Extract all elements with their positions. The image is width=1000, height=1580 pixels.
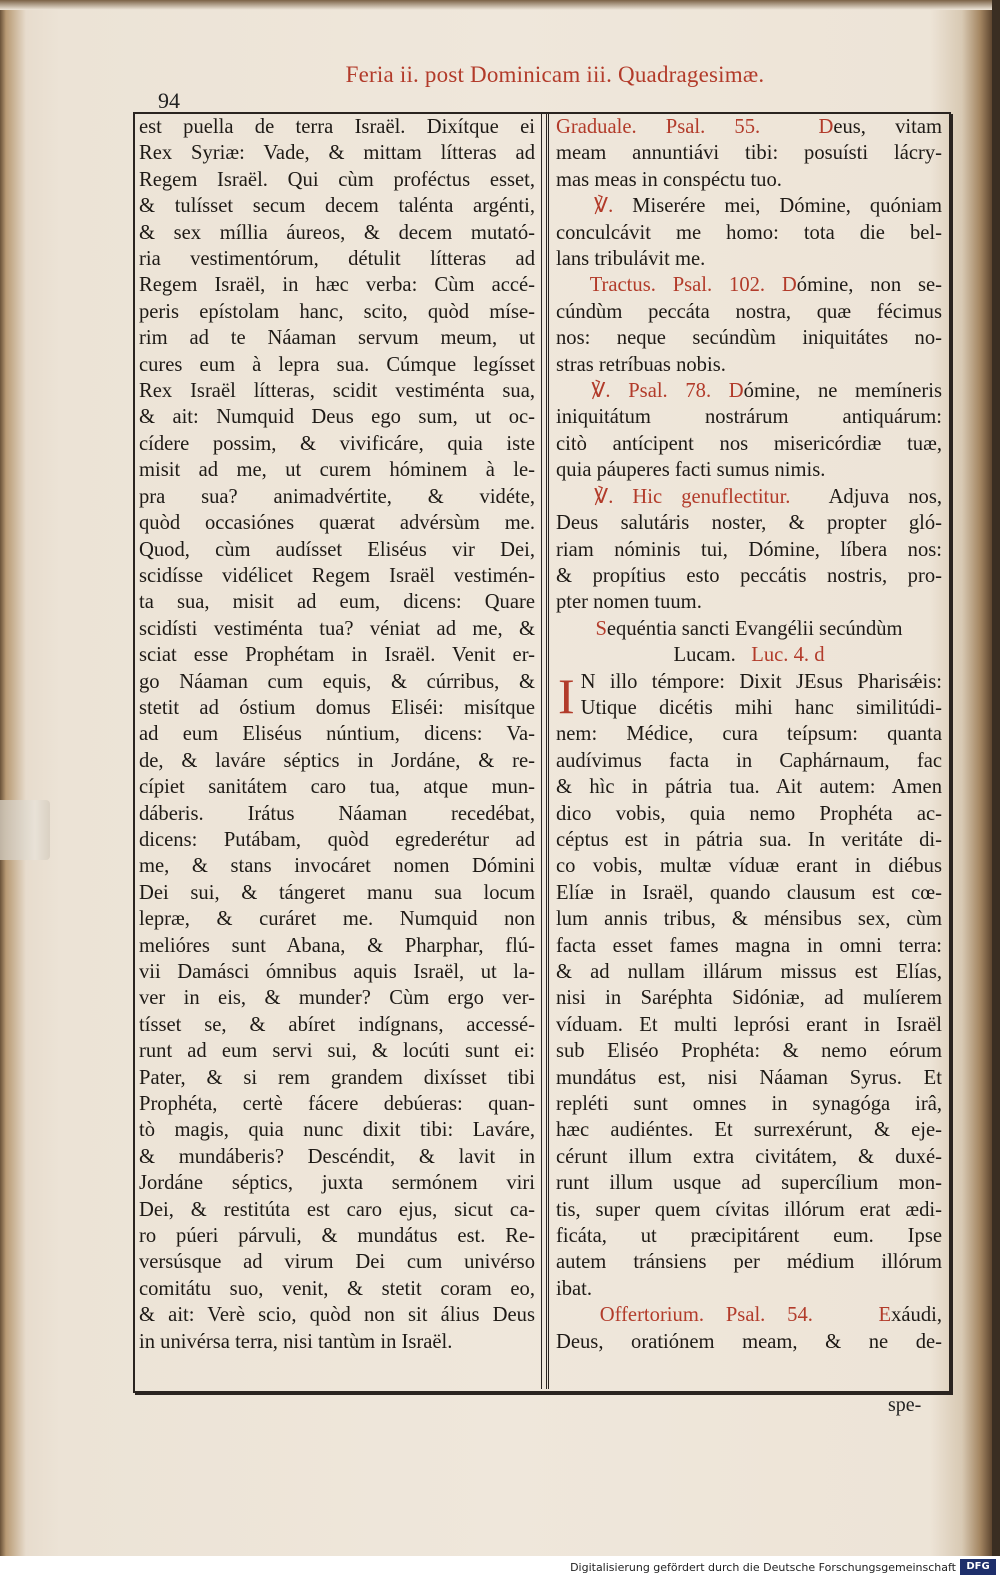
text-line: Rex Israël lítteras, scidit vestiménta sua, (139, 380, 535, 403)
gospel-heading (556, 616, 942, 642)
catchword: spe- (888, 1394, 922, 1416)
gospel-dropcap: I (558, 667, 575, 724)
gospel-line: céptus est in pátria sua. In veritáte di- (556, 828, 942, 851)
text-line: dáberis. Irátus Náaman recedébat, (139, 802, 535, 825)
gospel-line: N illo témpore: Dixit JEsus Pharisǽis: (580, 670, 942, 693)
text-line: ad eum Eliséus núntium, dicens: Va- (139, 723, 535, 746)
text-line: rim ad te Náaman servum meum, ut (139, 327, 535, 350)
versicle-initial: D (728, 380, 744, 403)
versicle-line: lans tribulávit me. (556, 248, 706, 271)
versicle-line: citò antícipent nos misericórdiæ tuæ, (556, 432, 942, 455)
tractus-line: nos: neque secúndùm iniquitátes no- (556, 327, 942, 350)
gospel-line: nem: Médice, cura teípsum: quanta (556, 723, 942, 746)
gospel-line: & ad nullam illárum missus est Elías, (556, 961, 942, 983)
gospel-line: autem tránsiens per médium illórum (556, 1251, 942, 1274)
text-line: quòd occasiónes quærat advérsùm me. (139, 512, 535, 535)
text-line: me, & stans invocáret nomen Dómini (139, 855, 535, 878)
column-rule-inner (548, 112, 549, 1389)
versicle-label: ℣. Psal. 78. (591, 380, 712, 403)
tractus-label: Tractus. Psal. 102. (589, 274, 766, 297)
text-line: scidísse vidélicet Regem Israël vestimén- (139, 564, 535, 587)
text-line: est puella de terra Israël. Dixítque ei (139, 116, 535, 138)
gospel-line: nisi in Saréphta Sidóniæ, ad mulíerem (556, 987, 942, 1010)
text-line: versúsque ad virum Dei cum univérso (139, 1251, 535, 1274)
text-line: cípiet sanitátem caro tua, atque mun- (139, 776, 535, 799)
versicle-line: pter nomen tuum. (556, 591, 702, 614)
tractus-text: ómine, non se- (796, 274, 942, 297)
tractus-heading (556, 272, 942, 298)
text-line: & sex míllia áureos, & decem mutató- (139, 221, 535, 244)
page-number: 94 (158, 88, 180, 113)
versicle-line: riam nóminis tui, Dómine, líbera nos: (556, 538, 942, 561)
versicle-line: & propítius esto peccátis nostris, pro- (556, 564, 942, 587)
bookmark-ribbon (0, 800, 50, 860)
text-line: sciat esse Prophétam in Israël. Venit er- (139, 644, 535, 667)
text-line: cures eum à lepra sua. Cúmque legísset (139, 353, 535, 376)
text-line: Dei sui, & tángeret manu sua locum (139, 881, 535, 904)
gospel-line: repléti sunt omnes in synagóga irâ, (556, 1093, 942, 1116)
gospel-line: cérunt illum extra civitátem, & duxé- (556, 1145, 942, 1168)
offertorium-text: xáudi, (891, 1304, 942, 1327)
graduale-label: Graduale. Psal. 55. (556, 116, 761, 138)
page-top-edge (0, 0, 992, 10)
left-column (139, 114, 535, 1355)
digitization-footer (0, 1556, 1000, 1580)
text-line: ria vestimentórum, détulit lítteras ad (139, 248, 535, 271)
versicle-line (556, 193, 942, 219)
right-column (556, 114, 942, 1355)
graduale-line: meam annuntiávi tibi: posuísti lácry- (556, 142, 942, 165)
text-line: dicens: Putábam, quòd egrederétur ad (139, 828, 535, 851)
gospel-line: lum annis tribus, & ménsibus sex, cùm (556, 908, 942, 931)
tractus-initial: D (781, 274, 797, 297)
text-line: & ait: Numquid Deus ego sum, ut oc- (139, 406, 535, 429)
versicle-mark: ℣. (593, 195, 614, 218)
graduale-line: eus, vitam (833, 116, 942, 138)
footer-credit: Digitalisierung gefördert durch die Deutsche Forschungsgemeinschaft (570, 1561, 956, 1574)
text-line: Prophéta, certè fácere debúeras: quan- (139, 1093, 535, 1116)
versicle-line (556, 484, 942, 510)
text-line: in univérsa terra, nisi tantùm in Israël. (139, 1330, 453, 1353)
gospel-line: facta esset fames magna in omni terra: (556, 934, 942, 957)
gospel-lines (556, 669, 942, 1303)
text-line: vii Damásci ómnibus aquis Israël, ut la- (139, 961, 535, 983)
text-line: de, & laváre séptics in Jordáne, & re- (139, 749, 535, 772)
text-line: & tulísset secum decem talénta argénti, (139, 195, 535, 218)
graduale-heading (556, 114, 942, 140)
gospel-line: mundátus est, nisi Náaman Syrus. Et (556, 1066, 942, 1089)
column-rule (541, 112, 542, 1389)
text-line: runt ad eum servi sui, & locúti sunt ei: (139, 1040, 535, 1063)
text-line: peris epístolam hanc, scito, quòd míse- (139, 300, 535, 323)
graduale-line: mas meas in conspéctu tuo. (556, 168, 782, 191)
gospel-heading-line2 (556, 642, 942, 668)
text-line: comitátu suo, venit, & stetit coram eo, (139, 1277, 535, 1300)
gospel-line: tis, super quem cívitas illórum erat ædi- (556, 1198, 942, 1221)
tractus-line: cúndùm peccáta nostra, quæ fécimus (556, 300, 942, 323)
text-line: melióres sunt Abana, & Pharphar, flú- (139, 934, 535, 957)
text-line: Rex Syriæ: Vade, & mittam lítteras ad (139, 142, 535, 165)
text-line: Dei, & restitúta est caro ejus, sicut ca- (139, 1198, 535, 1221)
gospel-line: & hìc in pátria tua. Ait autem: Amen (556, 776, 942, 799)
text-line: lepræ, & curáret me. Numquid non (139, 908, 535, 931)
text-line: & mundáberis? Descéndit, & lavit in (139, 1145, 535, 1168)
gospel-line: víduam. Et multi leprósi erant in Israël (556, 1013, 942, 1036)
text-line: tò magis, quia nunc dixit tibi: Laváre, (139, 1119, 535, 1142)
text-line: misit ad me, ut curem hóminem à le- (139, 459, 535, 482)
versicle-text: Adjuva nos, (828, 485, 942, 508)
text-line: ro púeri párvuli, & mundátus est. Re- (139, 1225, 535, 1248)
gospel-reference: Luc. 4. d (751, 644, 825, 667)
tractus-line: stras retríbuas nobis. (556, 353, 726, 376)
gospel-line: co vobis, multæ víduæ erant in diébus (556, 855, 942, 878)
text-line: tísset se, & abíret indígnans, accessé- (139, 1013, 535, 1036)
gospel-line: ibat. (556, 1277, 593, 1300)
running-head: Feria ii. post Dominicam iii. Quadragesimæ. (345, 62, 765, 87)
gospel-line: audívimus facta in Caphárnaum, fac (556, 749, 942, 772)
dfg-logo: DFG (960, 1559, 996, 1575)
text-line: Regem Israël, in hæc verba: Cùm accé- (139, 274, 535, 297)
text-line: pra sua? animadvértite, & vidéte, (139, 485, 535, 508)
gospel-line: Utique dicétis mihi hanc similitúdi- (580, 696, 942, 719)
gospel-line: hæc audiéntes. Et surrexérunt, & eje- (556, 1119, 942, 1142)
text-line: stetit ad óstium domus Eliséi: misítque (139, 696, 535, 719)
versicle-line: Deus salutáris noster, & propter gló- (556, 512, 942, 535)
text-line: Quod, cùm audísset Eliséus vir Dei, (139, 538, 535, 561)
gospel-line: runt illum usque ad supercílium mon- (556, 1172, 942, 1195)
text-line: Pater, & si rem grandem dixísset tibi (139, 1066, 535, 1089)
graduale-initial: D (818, 116, 834, 138)
gospel-line: dico vobis, quia nemo Prophéta ac- (556, 802, 942, 825)
offertorium-heading (556, 1302, 942, 1328)
versicle-line: iniquitátum nostrárum antiquárum: (556, 406, 942, 429)
offertorium-initial: E (878, 1304, 892, 1327)
text-line: & ait: Verè scio, quòd non sit álius Deus (139, 1304, 535, 1327)
gospel-heading-text: equéntia sancti Evangélii secúndùm (606, 617, 903, 640)
text-line: Regem Israël. Qui cùm proféctus esset, (139, 168, 535, 191)
versicle-line: quia páuperes facti sumus nimis. (556, 459, 826, 482)
versicle-text: ómine, ne memíneris (743, 380, 942, 403)
text-line: ta sua, misit ad eum, dicens: Quare (139, 591, 535, 614)
gospel-text (556, 669, 942, 1303)
text-line: go Náaman cum equis, & cúrribus, & (139, 670, 535, 693)
gospel-heading-initial: S (595, 617, 607, 640)
text-line: ver in eis, & munder? Cùm ergo ver- (139, 987, 535, 1010)
versicle-text: Miserére mei, Dómine, quóniam (632, 195, 942, 218)
versicle-label: ℣. Hic genuflectitur. (594, 485, 791, 508)
text-line: scidísti vestiménta tua? véniat ad me, & (139, 617, 535, 640)
versicle-line (556, 378, 942, 404)
versicle-line: conculcávit me homo: tota die bel- (556, 221, 942, 244)
text-line: Jordáne séptics, juxta sermónem viri (139, 1172, 535, 1195)
gospel-line: sub Eliséo Prophéta: & nemo eórum (556, 1040, 942, 1063)
offertorium-label: Offertorium. Psal. 54. (599, 1304, 813, 1327)
gospel-line: Elíæ in Israël, quando clausum est cœ- (556, 881, 942, 904)
offertorium-line: Deus, oratiónem meam, & ne de- (556, 1330, 942, 1353)
gospel-heading-book: Lucam. (673, 644, 736, 667)
text-line: cídere possim, & vivificáre, quia iste (139, 432, 535, 455)
gospel-line: ficáta, ut præcipitárent eum. Ipse (556, 1225, 942, 1248)
